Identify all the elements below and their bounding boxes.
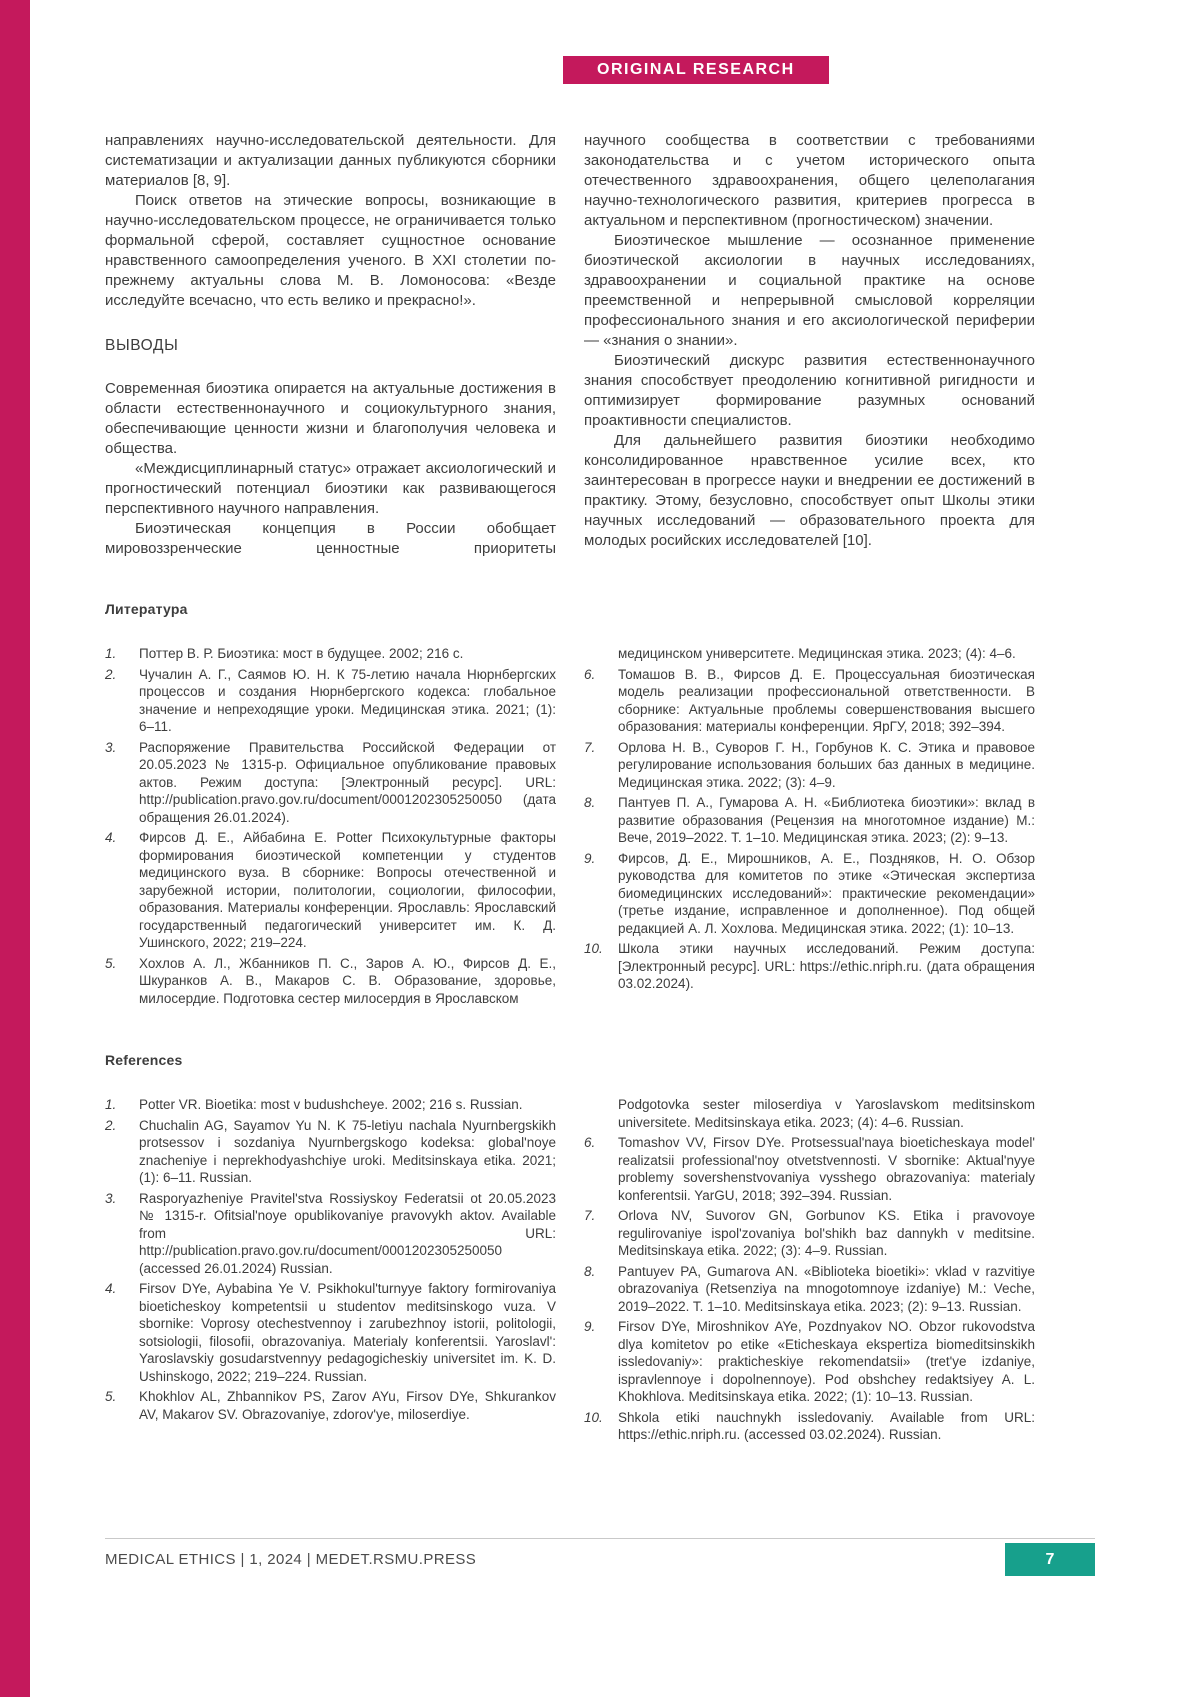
reference-text: медицинском университете. Медицинская этика. 2023; (4): 4–6. (618, 646, 1016, 661)
reference-text: Rasporyazheniye Pravitel'stva Rossiyskoy Federatsii ot 20.05.2023 № 1315-r. Ofitsial'noye opublikovaniye pravovykh aktov. Available from URL: http://publication.pravo.gov.ru/document/0001202305250050 (accessed 26.01.2024) Russian. (139, 1190, 556, 1276)
reference-text: Хохлов А. Л., Жбанников П. С., Заров А. Ю., Фирсов Д. Е., Шкуранков А. В., Макаров С. В. Образование, здоровье, милосердие. Подготовка сестер милосердия в Ярославском (139, 955, 556, 1006)
reference-item (105, 1190, 556, 1278)
literature-section (105, 601, 1035, 1010)
reference-number: 6. (584, 1135, 596, 1150)
reference-number: 10. (584, 1409, 603, 1425)
reference-text: Орлова Н. В., Суворов Г. Н., Горбунов К. С. Этика и правовое регулирование использования больших баз данных в медицине. Медицинская этика. 2022; (3): 4–9. (618, 739, 1035, 790)
body-right-column (584, 131, 1035, 559)
page-accent-bar (0, 0, 30, 1697)
references-heading: References (105, 1052, 183, 1068)
reference-item (584, 1409, 1035, 1444)
reference-item (105, 739, 556, 827)
section-banner-label: ORIGINAL RESEARCH (597, 61, 795, 78)
reference-text: Shkola etiki nauchnykh issledovaniy. Available from URL: https://ethic.nriph.ru. (accessed 03.02.2024). Russian. (618, 1409, 1035, 1442)
journal-footer-text: MEDICAL ETHICS | 1, 2024 | MEDET.RSMU.PRESS (105, 1551, 477, 1568)
conclusions-heading: ВЫВОДЫ (105, 337, 179, 354)
body-paragraph: Для дальнейшего развития биоэтики необходимо консолидированное нравственное усилие всех, кто заинтересован в прогрессе науки и внедрении ее достижений в практику. Этому, безусловно, способствует опыт Школы этики научных исследований — образовательного проекта для молодых росийских исследователей [10]. (584, 432, 1035, 549)
reference-item (584, 739, 1035, 792)
reference-number: 7. (584, 1208, 596, 1223)
reference-number: 5. (105, 1389, 117, 1404)
reference-text: Распоряжение Правительства Российской Федерации от 20.05.2023 № 1315-р. Официальное опубликование правовых актов. Режим доступа: [Электронный ресурс]. URL: http://publication.pravo.gov.ru/document/0001202305250050 (дата обращения 26.01.2024). (139, 739, 556, 825)
reference-text: Томашов В. В., Фирсов Д. Е. Процессуальная биоэтическая модель реализации профессиональной ответственности. В сборнике: Актуальные проблемы совершенствования высшего образования: материалы конференции. ЯрГУ, 2018; 392–394. (618, 666, 1035, 734)
reference-item (105, 955, 556, 1008)
reference-number: 4. (105, 830, 117, 845)
reference-text: Firsov DYe, Aybabina Ye V. Psikhokul'turnyye faktory formirovaniya bioeticheskoy kompetentsii u studentov meditsinskogo vuza. V sbornike: Voprosy otechestvennoy i zarubezhnoy istorii, politologii, sotsiologii, filosofii, obrazovaniya. Materialy konferentsii. Yaroslavl': Yaroslavskiy gosudarstvennyy pedagogicheskiy universitet im. K. D. Ushinskogo, 2022; 219–224. Russian. (139, 1281, 556, 1384)
references-left-column (105, 1096, 556, 1447)
footer-row (105, 1543, 1095, 1576)
reference-number: 8. (584, 795, 596, 810)
reference-item (584, 666, 1035, 736)
page-number: 7 (1045, 1550, 1055, 1568)
reference-text: Potter VR. Bioetika: most v budushcheye. 2002; 216 s. Russian. (139, 1097, 523, 1112)
body-paragraph: Биоэтическая концепция в России обобщает мировоззренческие ценностные приоритеты (105, 520, 556, 557)
literature-heading: Литература (105, 601, 188, 617)
literature-left-column (105, 645, 556, 1010)
reference-text: Firsov DYe, Miroshnikov AYe, Pozdnyakov NO. Obzor rukovodstva dlya komitetov po etike «Eticheskaya ekspertiza biomeditsinskikh issledovaniy»: prakticheskiye rekomendatsii» (tret'ye izdaniye, ispravlennoye i dopolnennoye). Pod obshchey redaktsiyey A. L. Khokhlova. Meditsinskaya etika. 2022; (1): 10–13. Russian. (618, 1319, 1035, 1404)
reference-item (584, 1207, 1035, 1260)
references-columns (105, 1096, 1035, 1447)
reference-number-spacer (584, 645, 618, 663)
page-footer (105, 1538, 1095, 1576)
reference-text: Podgotovka sester miloserdiya v Yaroslavskom meditsinskom universitete. Meditsinskaya etika. 2023; (4): 4–6. Russian. (618, 1097, 1035, 1130)
footer-divider (105, 1538, 1095, 1539)
body-paragraph: научного сообщества в соответствии с требованиями законодательства и с учетом исторического опыта отечественного здравоохранения, общего целеполагания научно-технологического развития, критериев прогресса в актуальном и перспективном (прогностическом) значении. (584, 132, 1035, 229)
reference-number: 9. (584, 850, 596, 866)
reference-item (105, 666, 556, 736)
reference-text: Фирсов Д. Е., Айбабина Е. Potter Психокультурные факторы формирования биоэтической компетенции у студентов медицинского вуза. В сборнике: Вопросы отечественной и зарубежной истории, политологии, социологии, философии, образования. Материалы конференции. Ярославль: Ярославский государственный педагогический университет им. К. Д. Ушинского, 2022; 219–224. (139, 830, 556, 950)
reference-number: 1. (105, 646, 117, 661)
body-paragraph: Биоэтический дискурс развития естественнонаучного знания способствует преодолению когнитивной ригидности и оптимизирует формирование разумных оснований проактивности специалистов. (584, 352, 1035, 429)
reference-text: Пантуев П. А., Гумарова А. Н. «Библиотека биоэтики»: вклад в развитие образования (Рецензия на многотомное издание) М.: Вече, 2019–2022. Т. 1–10. Медицинская этика. 2023; (2): 9–13. (618, 795, 1035, 845)
body-left-column (105, 131, 556, 559)
reference-item (584, 940, 1035, 993)
reference-text: Chuchalin AG, Sayamov Yu N. K 75-letiyu nachala Nyurnbergskikh protsessov i sozdaniya Nyurnbergskogo kodeksa: global'noye znacheniye i neprekhodyashchiye uroki. Meditsinskaya etika. 2021; (1): 6–11. Russian. (139, 1117, 556, 1185)
reference-item (105, 829, 556, 952)
reference-item (584, 794, 1035, 847)
body-paragraph: направлениях научно-исследовательской деятельности. Для систематизации и актуализации данных публикуются сборники материалов [8, 9]. (105, 132, 556, 189)
references-section (105, 1052, 1035, 1447)
reference-text: Фирсов, Д. Е., Мирошников, А. Е., Поздняков, Н. О. Обзор руководства для комитетов по этике «Этическая экспертиза биомедицинских исследований»: практические рекомендации» (третье издание, исправленное и дополненное). Под общей редакцией А. Л. Хохлова. Медицинская этика. 2022; (1): 10–13. (618, 850, 1035, 936)
reference-item (584, 850, 1035, 938)
reference-item (584, 1134, 1035, 1204)
reference-item (584, 1263, 1035, 1316)
reference-number: 8. (584, 1263, 596, 1279)
reference-text: Чучалин А. Г., Саямов Ю. Н. К 75-летию начала Нюрнбергских процессов и создания Нюрнбергского кодекса: глобальное значение и непреходящие уроки. Медицинская этика. 2021; (1): 6–11. (139, 666, 556, 734)
reference-number: 6. (584, 666, 596, 682)
reference-item (105, 645, 556, 663)
reference-number: 1. (105, 1097, 117, 1112)
reference-number: 3. (105, 739, 117, 755)
reference-item-continuation (584, 1096, 1035, 1131)
reference-number: 2. (105, 666, 117, 682)
reference-text: Orlova NV, Suvorov GN, Gorbunov KS. Etika i pravovoye regulirovaniye ispol'zovaniya bol'shikh baz dannykh v meditsine. Meditsinskaya etika. 2022; (3): 4–9. Russian. (618, 1208, 1035, 1258)
reference-text: Tomashov VV, Firsov DYe. Protsessual'naya bioeticheskaya model' realizatsii professional'noy otvetstvennosti. V sbornike: Aktual'nyye problemy sovershenstvovaniya vysshego obrazovaniya: materialy konferentsii. YarGU, 2018; 392–394. Russian. (618, 1135, 1035, 1203)
body-paragraph: Биоэтическое мышление — осознанное применение биоэтической аксиологии в научных исследованиях, здравоохранении и социальной практике на основе преемственной и непрерывной смысловой корреляции профессионального знания и его аксиологической периферии — «знания о знании». (584, 232, 1035, 349)
reference-number: 2. (105, 1117, 117, 1133)
article-body (105, 131, 1035, 559)
references-right-column (584, 1096, 1035, 1447)
reference-text: Khokhlov AL, Zhbannikov PS, Zarov AYu, Firsov DYe, Shkurankov AV, Makarov SV. Obrazovaniye, zdorov'ye, miloserdiye. (139, 1389, 556, 1422)
reference-text: Поттер В. Р. Биоэтика: мост в будущее. 2002; 216 с. (139, 646, 464, 661)
literature-columns (105, 645, 1035, 1010)
reference-number: 10. (584, 941, 603, 956)
reference-number-spacer (584, 1096, 618, 1131)
section-banner (563, 56, 829, 84)
reference-item (105, 1388, 556, 1423)
reference-item (584, 1318, 1035, 1406)
reference-number: 4. (105, 1281, 117, 1296)
reference-item (105, 1117, 556, 1187)
reference-number: 3. (105, 1190, 117, 1206)
reference-item (105, 1280, 556, 1385)
reference-text: Pantuyev PA, Gumarova AN. «Biblioteka bioetiki»: vklad v razvitiye obrazovaniya (Retsenziya na mnogotomnoye izdaniye) M.: Veche, 2019–2022. T. 1–10. Meditsinskaya etika. 2023; (2): 9–13. Russian. (618, 1263, 1035, 1314)
reference-text: Школа этики научных исследований. Режим доступа: [Электронный ресурс]. URL: https://ethic.nriph.ru. (дата обращения 03.02.2024). (618, 941, 1035, 991)
page-number-badge (1005, 1543, 1095, 1576)
body-paragraph: Поиск ответов на этические вопросы, возникающие в научно-исследовательском процессе, не ограничивается только формальной сферой, составляет сущностное основание нравственного самоопределения ученого. В XXI столетии по-прежнему актуальны слова М. В. Ломоносова: «Везде исследуйте всечасно, что есть велико и прекрасно!». (105, 192, 556, 309)
reference-number: 5. (105, 955, 117, 971)
body-paragraph: Современная биоэтика опирается на актуальные достижения в области естественнонаучного и социокультурного знания, обеспечивающие ценности жизни и благополучия человека и общества. (105, 380, 556, 457)
literature-right-column (584, 645, 1035, 1010)
reference-number: 7. (584, 739, 596, 755)
reference-item (105, 1096, 556, 1114)
body-paragraph: «Междисциплинарный статус» отражает аксиологический и прогностический потенциал биоэтики как развивающегося перспективного научного направления. (105, 460, 556, 517)
page-content (105, 131, 1035, 1447)
reference-item-continuation (584, 645, 1035, 663)
reference-number: 9. (584, 1319, 596, 1334)
